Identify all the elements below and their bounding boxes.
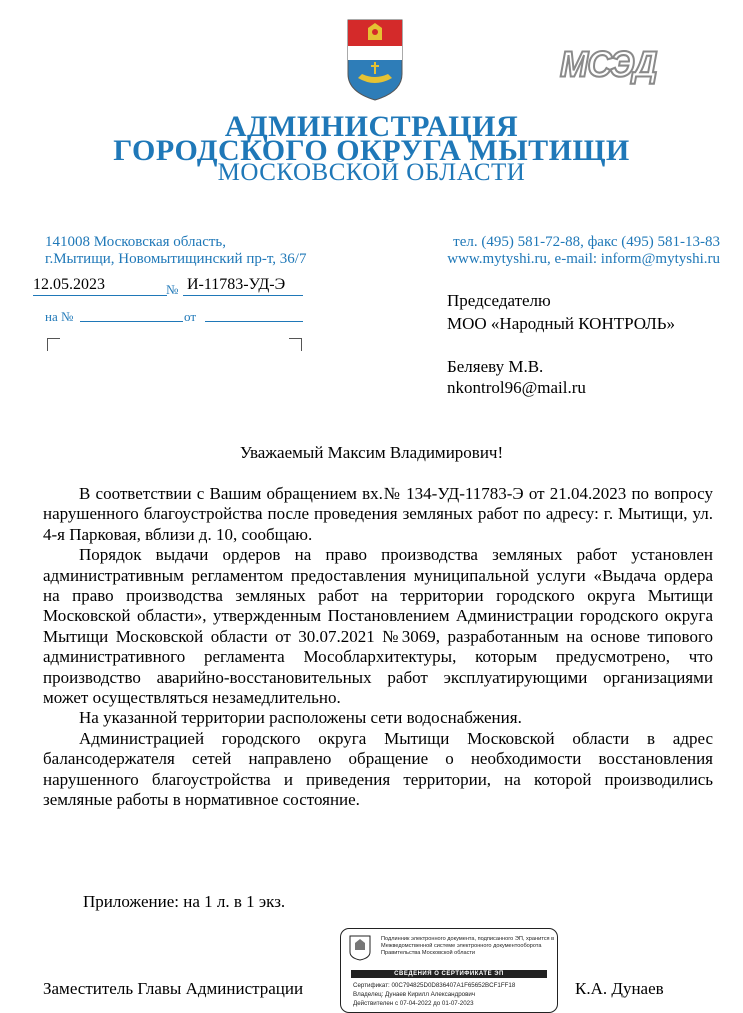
stamp-emblem-icon	[349, 935, 371, 961]
header-region: МОСКОВСКОЙ ОБЛАСТИ	[217, 159, 526, 186]
addressee-name: Беляеву М.В.	[447, 357, 544, 376]
registration-date: 12.05.2023	[33, 276, 105, 293]
attachment-note: Приложение: на 1 л. в 1 экз.	[83, 892, 286, 911]
stamp-owner: Владелец: Дунаев Кирилл Александрович	[353, 991, 476, 998]
on-number-underline	[80, 321, 183, 322]
coat-of-arms-emblem	[346, 18, 404, 102]
header-administration: АДМИНИСТРАЦИЯ	[224, 110, 519, 143]
address-line-1: 141008 Московская область,	[45, 234, 226, 250]
body-paragraph-4: Администрацией городского округа Мытищи Московской области в адрес балансодержателя сетей направлено обращение о необходимости восстановления нарушенного благоустройства и приведения территории, на которой производились земляные работы в нормативное состояние.	[43, 728, 713, 810]
addressee-title: Председателю	[447, 291, 551, 310]
salutation: Уважаемый Максим Владимирович!	[239, 443, 504, 462]
website-email-line: www.mytyshi.ru, e-mail: inform@mytyshi.ru	[447, 251, 720, 267]
addressee-organization: МОО «Народный КОНТРОЛЬ»	[447, 314, 676, 333]
body-paragraph-3: На указанной территории расположены сети водоснабжения.	[79, 708, 522, 728]
corner-mark-left	[47, 338, 60, 351]
stamp-notice: Подлинник электронного документа, подписанного ЭП, хранится в Межведомственной системе электронного документооборота Правительства Московской области	[381, 936, 555, 956]
number-underline	[183, 295, 303, 296]
date-underline	[33, 295, 167, 296]
on-number-label: на №	[45, 309, 74, 324]
signer-position: Заместитель Главы Администрации	[43, 979, 304, 998]
msed-logo: МСЭД	[560, 45, 657, 85]
addressee-email: nkontrol96@mail.ru	[447, 378, 586, 397]
body-paragraph-2: Порядок выдачи ордеров на право производства земляных работ установлен административным регламентом предоставления муниципальной услуги «Выдача ордера на право производства земляных работ на территории городского округа Мытищи Московской области», утвержденным Постановлением Администрации городского округа Мытищи Московской области от 30.07.2021 №3069, разработанным на основе типового административного регламента Мособлархитектуры, которым предусмотрено, что производство аварийно-восстановительных работ эксплуатирующими организациями может осуществляться незамедлительно.	[43, 545, 713, 708]
phone-fax-line: тел. (495) 581-72-88, факс (495) 581-13-83	[453, 234, 720, 250]
registration-number: И-11783-УД-Э	[187, 276, 286, 293]
corner-mark-right	[289, 338, 302, 351]
address-line-2: г.Мытищи, Новомытищинский пр-т, 36/7	[45, 251, 307, 267]
stamp-certificate-header: СВЕДЕНИЯ О СЕРТИФИКАТЕ ЭП	[351, 970, 547, 978]
signer-name: К.А. Дунаев	[575, 979, 664, 998]
header-city-district: ГОРОДСКОГО ОКРУГА МЫТИЩИ	[113, 134, 630, 167]
number-sign-label: №	[166, 282, 179, 297]
letter-body	[43, 484, 713, 811]
from-underline	[205, 321, 303, 322]
from-label: от	[184, 309, 197, 324]
electronic-signature-stamp	[340, 928, 558, 1013]
stamp-validity: Действителен с 07-04-2022 до 01-07-2023	[353, 1000, 474, 1007]
stamp-certificate: Сертификат: 00C794825D0D836407A1F65652BCF1FF18	[353, 982, 516, 989]
body-paragraph-1: В соответствии с Вашим обращением вх.№ 134-УД-11783-Э от 21.04.2023 по вопросу нарушенного благоустройства после проведения земляных работ по адресу: г. Мытищи, ул. 4-я Парковая, вблизи д. 10, сообщаю.	[43, 484, 713, 544]
